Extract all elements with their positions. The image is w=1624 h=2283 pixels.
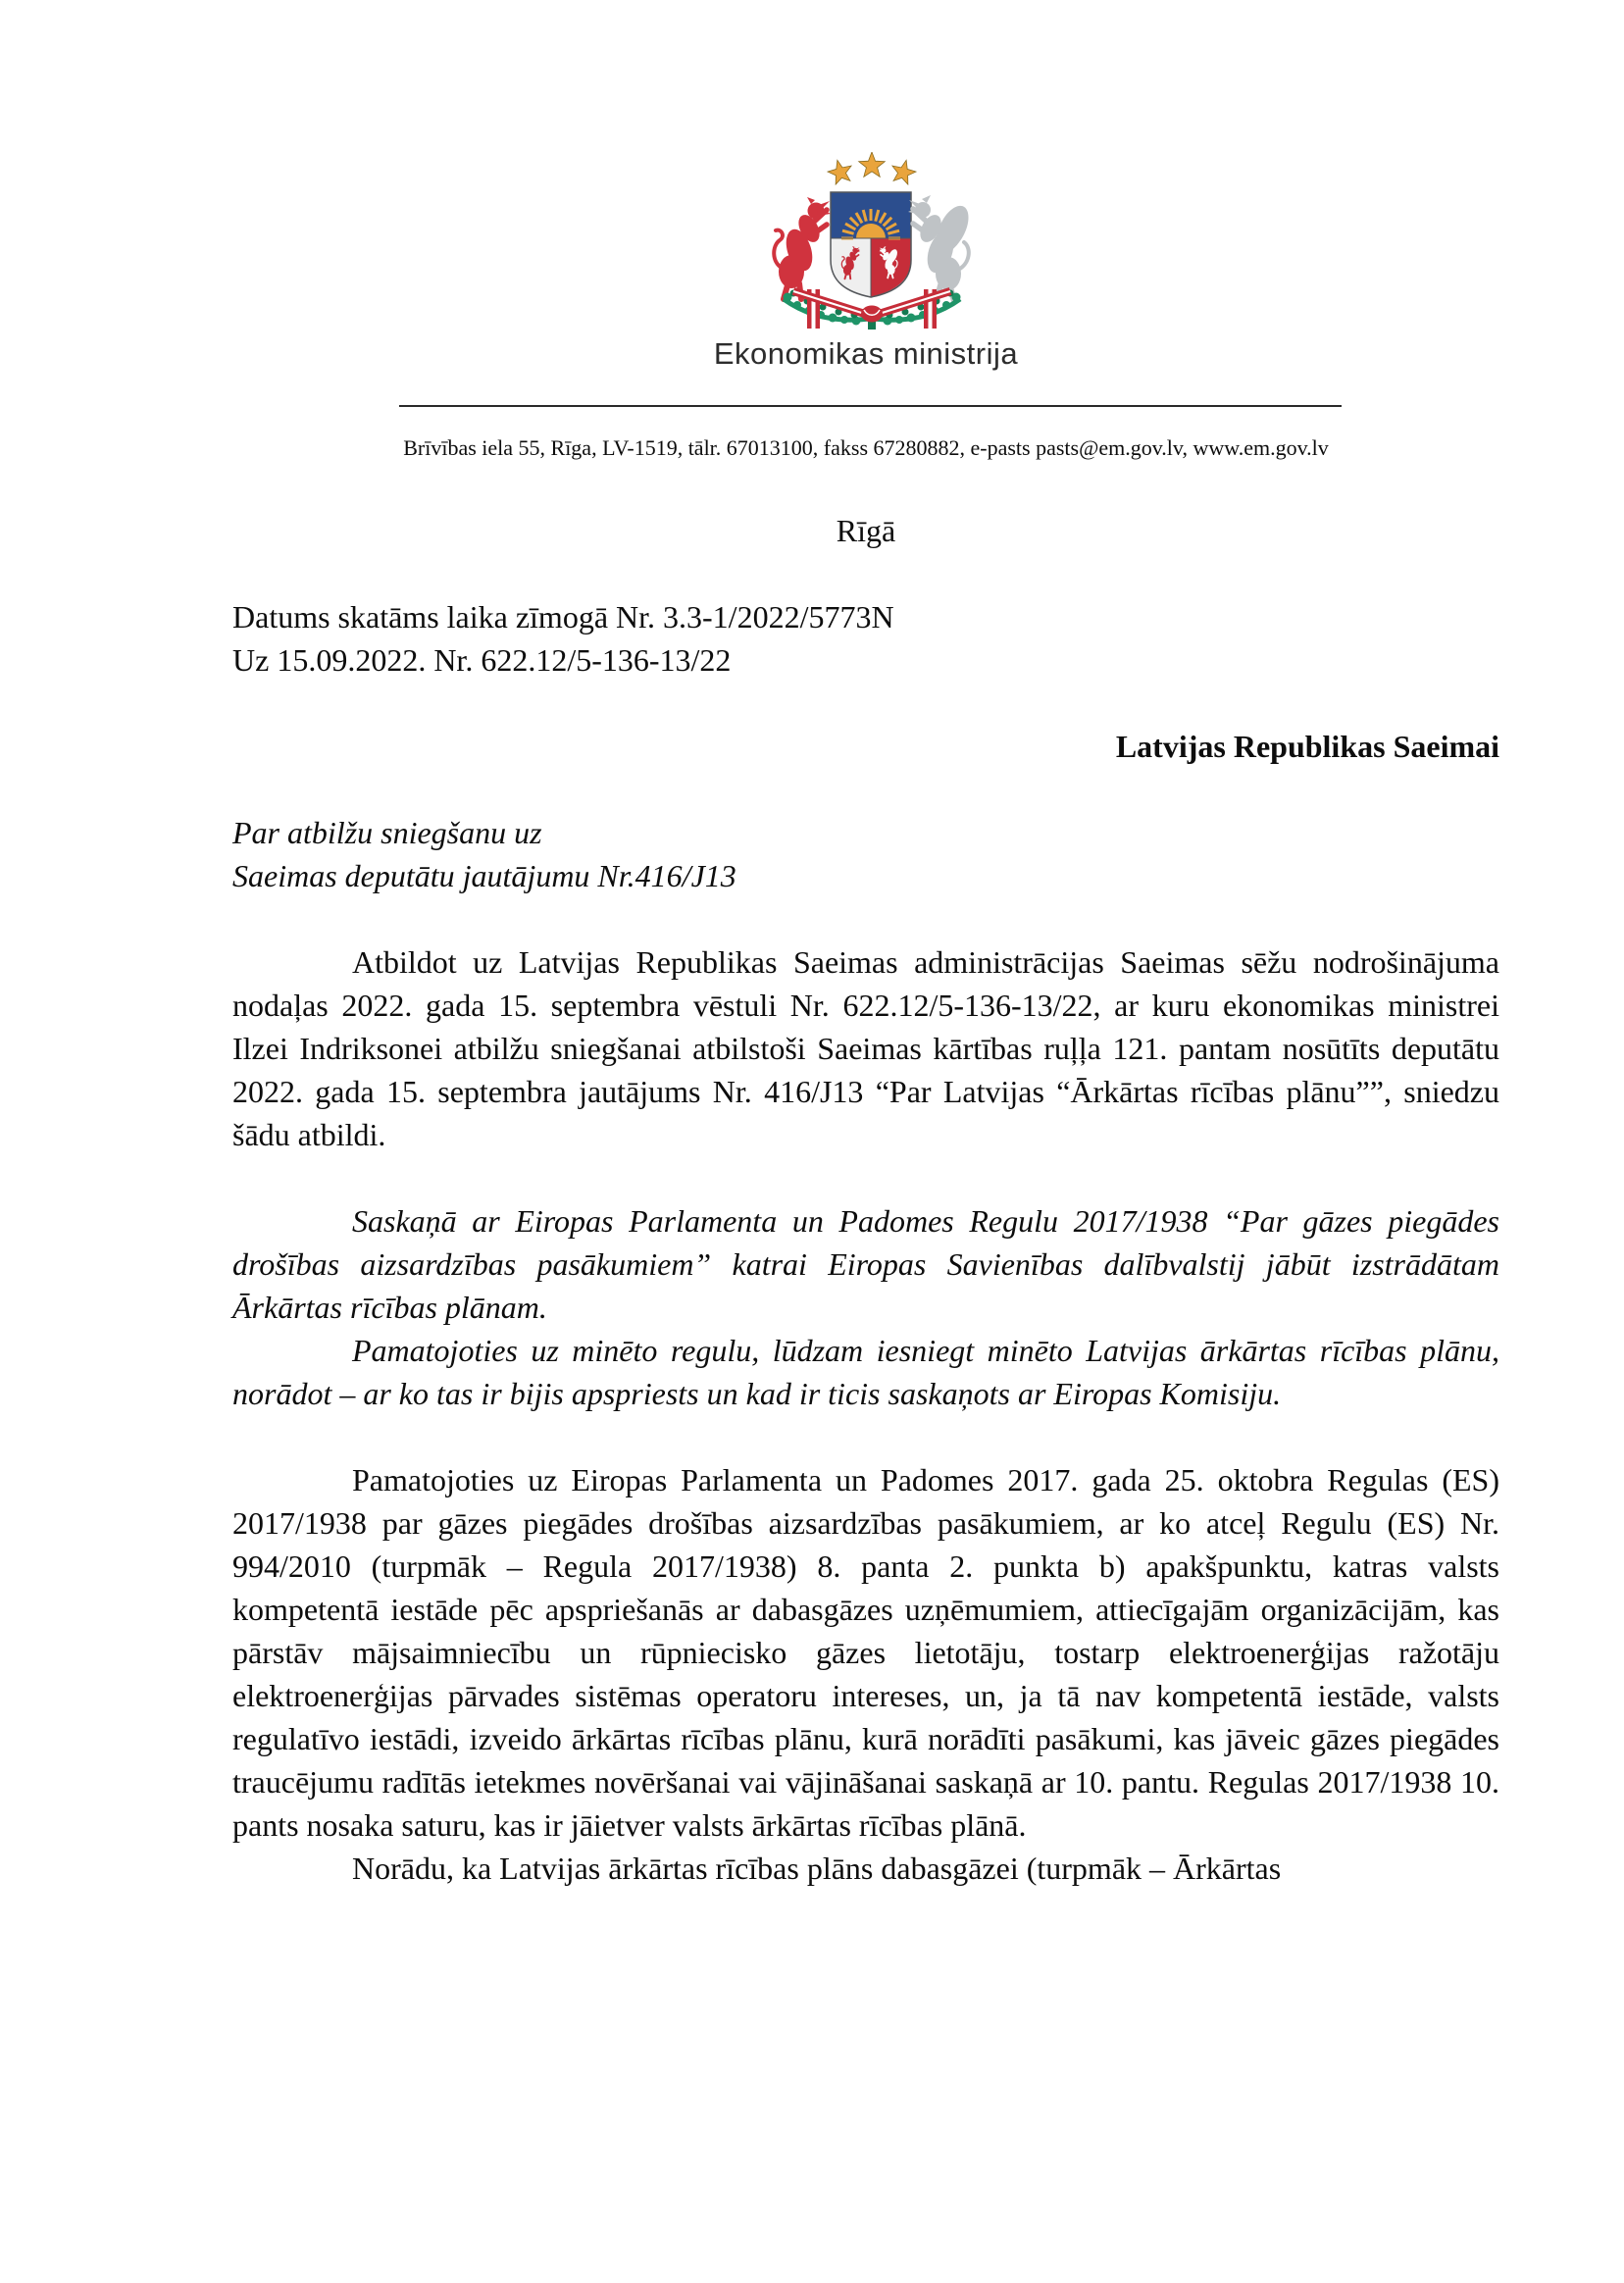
latvia-coat-of-arms <box>764 152 980 330</box>
shield <box>831 192 911 297</box>
three-stars-icon <box>826 152 918 185</box>
blank-line <box>232 768 1499 811</box>
letter-body <box>232 509 1499 1890</box>
blank-line <box>232 682 1499 725</box>
blank-line <box>232 1415 1499 1458</box>
recipient-line: Latvijas Republikas Saeimai <box>1115 729 1499 764</box>
ministry-address-line: Brīvības iela 55, Rīga, LV-1519, tālr. 67013100, fakss 67280882, e-pasts pasts@em.gov.lv, www.em.gov.lv <box>403 435 1329 460</box>
red-lion-supporter <box>774 197 831 299</box>
paragraph-2: Saskaņā ar Eiropas Parlamenta un Padomes Regulu 2017/1938 “Par gāzes piegādes drošības aizsardzības pasākumiem” katrai Eiropas Savienības dalībvalstij jābūt izstrādātam Ārkārtas rīcības plānam. <box>232 1203 1499 1325</box>
paragraph-1: Atbildot uz Latvijas Republikas Saeimas administrācijas Saeimas sēžu nodrošinājuma nodaļas 2022. gada 15. septembra vēstuli Nr. 622.12/5-136-13/22, ar kuru ekonomikas ministrei Ilzei Indriksonei atbilžu sniegšanai atbilstoši Saeimas kārtības ruļļa 121. pantam nosūtīts deputātu 2022. gada 15. septembra jautājums Nr. 416/J13 “Par Latvijas “Ārkārtas rīcības plānu””, sniedzu šādu atbildi. <box>232 944 1499 1152</box>
blank-line <box>232 897 1499 940</box>
reply-reference-line: Uz 15.09.2022. Nr. 622.12/5-136-13/22 <box>232 642 732 678</box>
header-divider <box>399 405 1342 407</box>
subject-line-2: Saeimas deputātu jautājumu Nr.416/J13 <box>232 858 736 893</box>
subject-line-1: Par atbilžu sniegšanu uz <box>232 815 542 850</box>
blank-line <box>232 1156 1499 1199</box>
timestamp-reference-line: Datums skatāms laika zīmogā Nr. 3.3-1/2022/5773N <box>232 599 894 634</box>
silver-griffin-supporter <box>908 195 969 301</box>
paragraph-5: Norādu, ka Latvijas ārkārtas rīcības plāns dabasgāzei (turpmāk – Ārkārtas <box>352 1851 1282 1886</box>
ministry-name: Ekonomikas ministrija <box>713 336 1019 371</box>
place-line: Rīgā <box>836 513 896 548</box>
paragraph-3: Pamatojoties uz minēto regulu, lūdzam iesniegt minēto Latvijas ārkārtas rīcības plānu, norādot – ar ko tas ir bijis apspriests un kad ir ticis saskaņots ar Eiropas Komisiju. <box>232 1333 1499 1411</box>
blank-line <box>232 552 1499 595</box>
paragraph-4: Pamatojoties uz Eiropas Parlamenta un Padomes 2017. gada 25. oktobra Regulas (ES) 2017/1938 par gāzes piegādes drošības aizsardzības pasākumiem, ar ko atceļ Regulu (ES) Nr. 994/2010 (turpmāk – Regula 2017/1938) 8. panta 2. punkta b) apakšpunktu, katras valsts kompetentā iestāde pēc apspriešanās ar dabasgāzes uzņēmumiem, attiecīgajām organizācijām, kas pārstāv mājsaimniecību un rūpniecisko gāzes lietotāju, tostarp elektroenerģijas ražotāju elektroenerģijas pārvades sistēmas operatoru intereses, un, ja tā nav kompetentā iestāde, valsts regulatīvo iestādi, izveido ārkārtas rīcības plānu, kurā norādīti pasākumi, kas jāveic gāzes piegādes traucējumu radītās ietekmes novēršanai vai vājināšanai saskaņā ar 10. pantu. Regulas 2017/1938 10. pants nosaka saturu, kas ir jāietver valsts ārkārtas rīcības plānā. <box>232 1462 1499 1843</box>
